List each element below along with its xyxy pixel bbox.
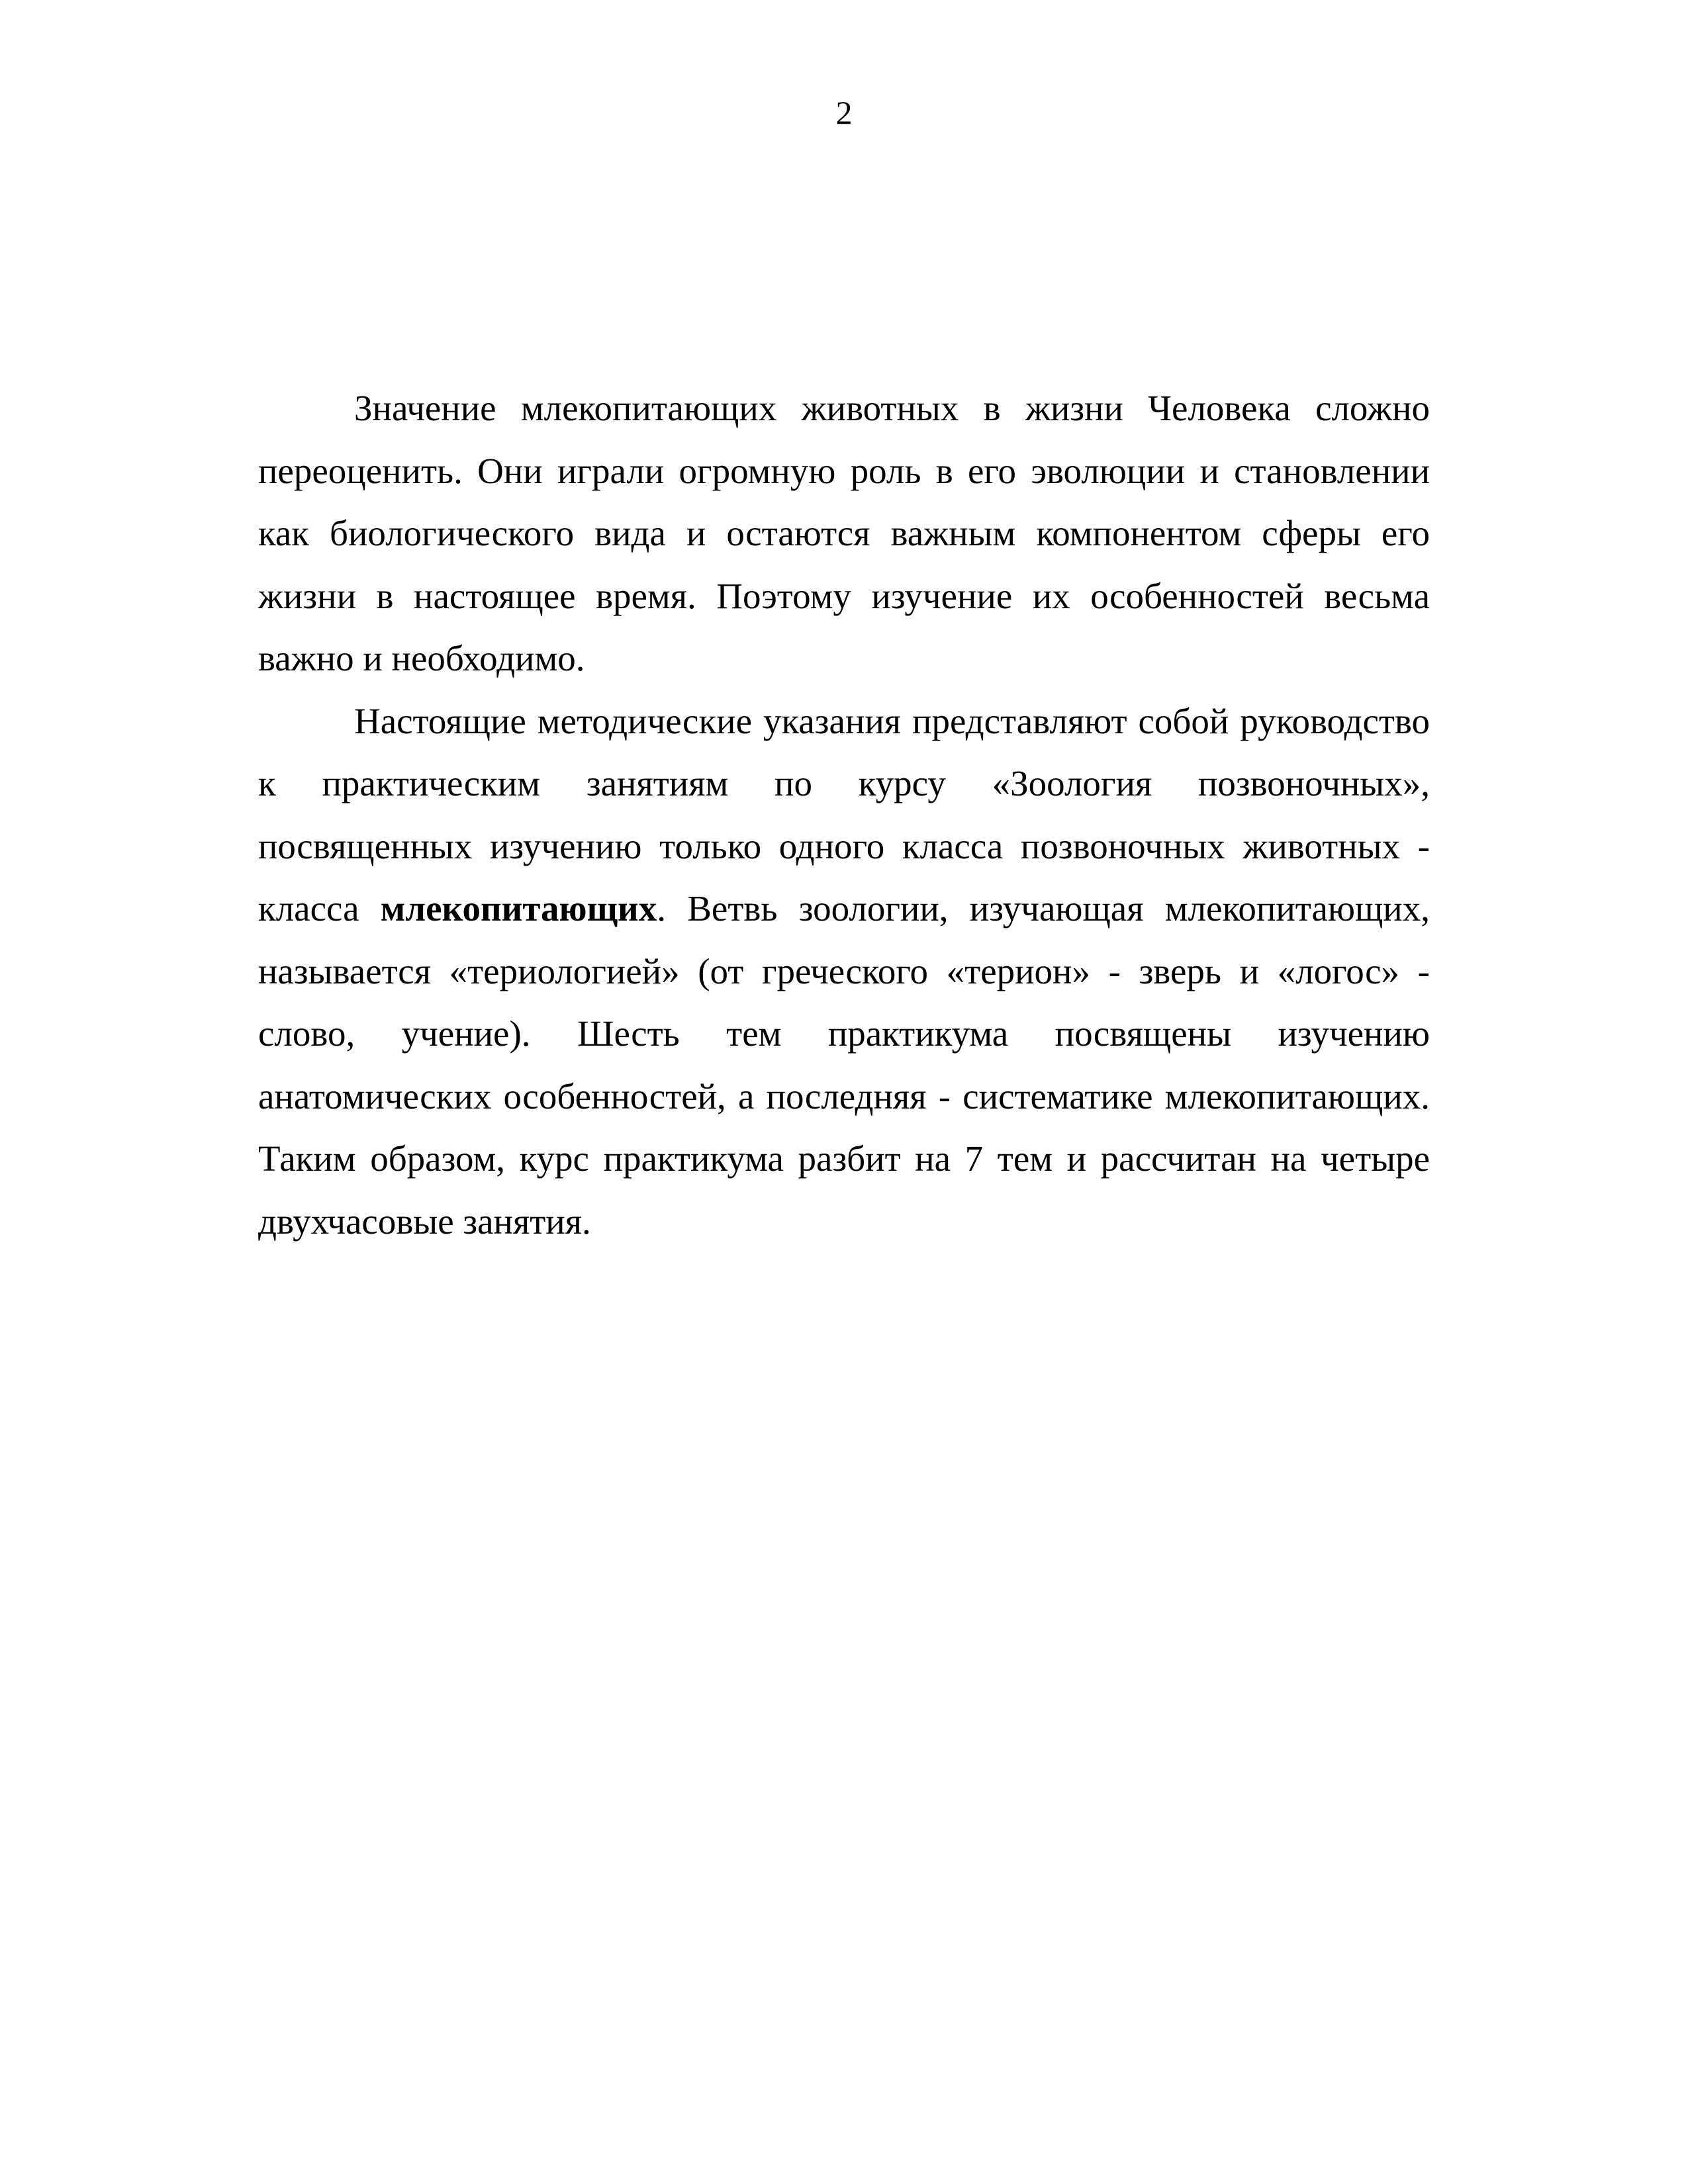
- paragraph-purpose-text-start: Настоящие методические указания представляют собой руководство к практическим занятиям по курсу «Зоология позвоночных», посвященных изучению только одного класса позвоночных животных - класса: [258, 700, 1430, 929]
- page-number: 2: [835, 94, 853, 131]
- body-text: [258, 377, 1430, 1253]
- paragraph-intro: Значение млекопитающих животных в жизни Человека сложно переоценить. Они играли огромную роль в его эволюции и становлении как биологического вида и остаются важным компонентом сферы его жизни в настоящее время. Поэтому изучение их особенностей весьма важно и необходимо.: [258, 388, 1430, 678]
- paragraph-purpose-text-end: . Ветвь зоологии, изучающая млекопитающих, называется «териологией» (от греческого «терион» - зверь и «логос» - слово, учение). Шесть тем практикума посвящены изучению анатомических особенностей, а последняя - систематике млекопитающих. Таким образом, курс практикума разбит на 7 тем и рассчитан на четыре двухчасовые занятия.: [258, 888, 1430, 1242]
- paragraph-purpose: [258, 690, 1430, 1253]
- bold-term-mammals: млекопитающих: [380, 888, 657, 929]
